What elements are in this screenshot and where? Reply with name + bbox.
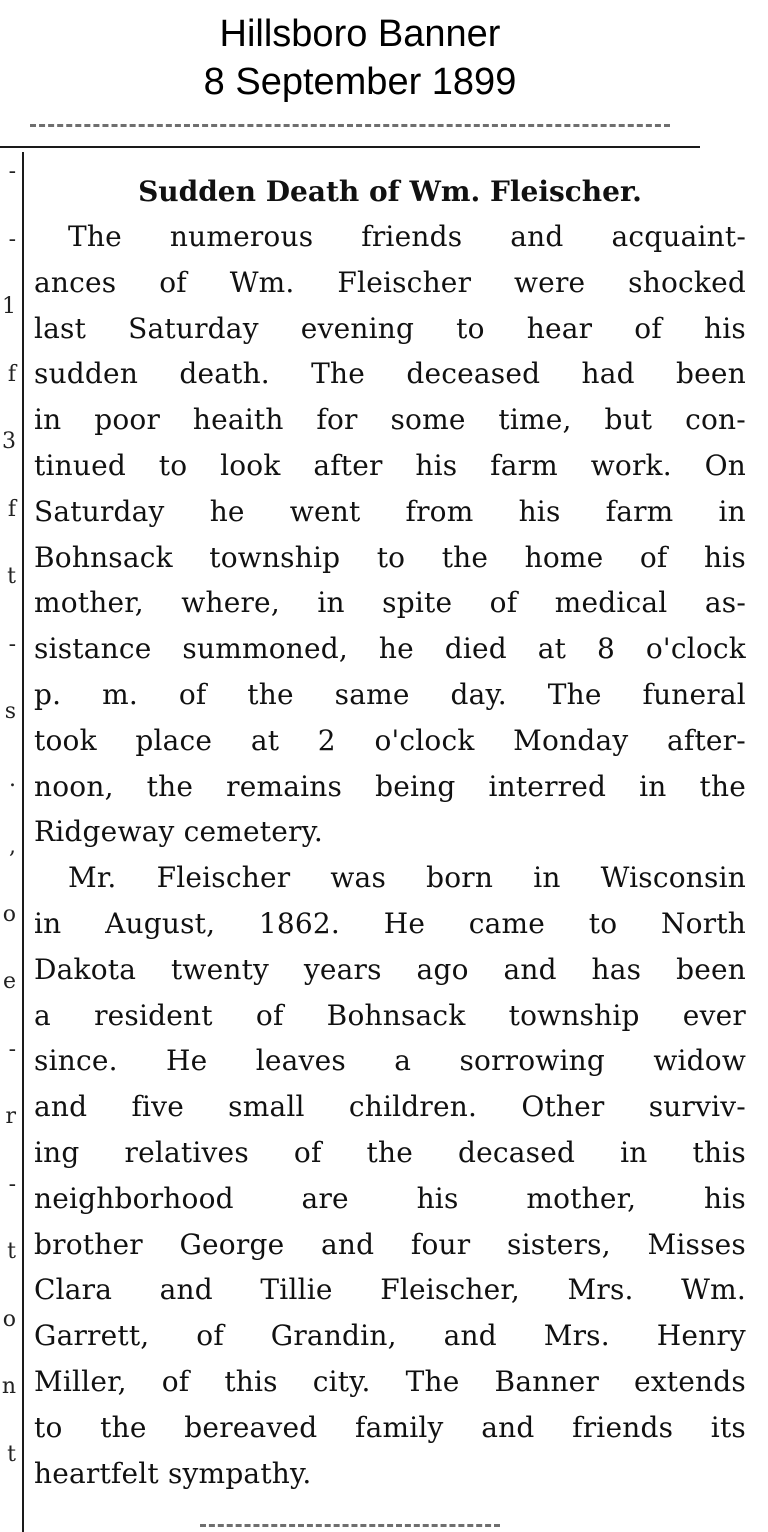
text-line: Garrett, of Grandin, and Mrs. Henry: [34, 1319, 746, 1353]
text-line: tinued to look after his farm work. On: [34, 448, 746, 482]
text-line: Saturday he went from his farm in: [34, 494, 746, 528]
column-fragment: 3: [2, 429, 16, 454]
text-line: ing relatives of the decased in this: [34, 1135, 746, 1169]
column-fragment: -: [8, 632, 16, 657]
text-line: ances of Wm. Fleischer were shocked: [34, 265, 746, 299]
column-fragment: -: [8, 1172, 16, 1197]
column-fragment: f: [7, 497, 16, 522]
column-fragment: t: [7, 1239, 16, 1264]
column-fragment: ,: [9, 834, 16, 859]
column-fragment: s: [4, 699, 16, 724]
text-line: The numerous friends and acquaint-: [68, 220, 746, 253]
text-line: to the bereaved family and friends its: [34, 1410, 746, 1444]
publication-date: 8 September 1899: [203, 61, 517, 103]
column-fragment: e: [2, 969, 16, 994]
text-line: took place at 2 o'clock Monday after-: [34, 723, 746, 757]
text-line: Mr. Fleischer was born in Wisconsin: [68, 861, 746, 895]
text-line: brother George and four sisters, Misses: [34, 1227, 746, 1261]
text-line: in August, 1862. He came to North: [34, 906, 746, 940]
column-fragment: t: [7, 564, 16, 589]
text-line: last Saturday evening to hear of his: [34, 311, 746, 345]
column-fragment: t: [7, 1442, 16, 1467]
article-paragraph-1: [34, 214, 746, 855]
text-line: Bohnsack township to the home of his: [34, 540, 746, 574]
column-fragment: o: [2, 1307, 16, 1332]
text-line: neighborhood are his mother, his: [34, 1181, 746, 1215]
previous-column-edge: [0, 160, 16, 1532]
column-fragment: r: [5, 1104, 16, 1129]
column-fragment: n: [1, 1374, 16, 1399]
text-line: sistance summoned, he died at 8 o'clock: [34, 632, 746, 666]
column-fragment: -: [8, 1037, 16, 1062]
column-fragment: 1: [2, 294, 16, 319]
text-line: and five small children. Other surviv-: [34, 1090, 746, 1124]
text-line: Clara and Tillie Fleischer, Mrs. Wm.: [34, 1273, 746, 1307]
text-line: a resident of Bohnsack township ever: [34, 998, 746, 1032]
column-fragment: o: [2, 902, 16, 927]
text-line: in poor heaith for some time, but con-: [34, 403, 746, 437]
column-fragment: -: [8, 227, 16, 252]
column-fragment: f: [7, 362, 16, 387]
text-line: heartfelt sympathy.: [34, 1456, 312, 1490]
column-fragment: .: [9, 767, 16, 792]
page-header: [0, 10, 720, 106]
column-divider: [22, 152, 24, 1532]
text-line: p. m. of the same day. The funeral: [34, 677, 746, 711]
text-line: since. He leaves a sorrowing widow: [34, 1044, 746, 1078]
header-rule: [0, 146, 700, 148]
article-headline: Sudden Death of Wm. Fleischer.: [138, 175, 642, 208]
footer-dashed-rule: [200, 1524, 500, 1527]
column-fragment: -: [8, 159, 16, 184]
text-line: Miller, of this city. The Banner extends: [34, 1364, 746, 1398]
text-line: Dakota twenty years ago and has been: [34, 952, 746, 986]
paper-name: Hillsboro Banner: [219, 13, 501, 55]
text-line: mother, where, in spite of medical as-: [34, 586, 746, 620]
text-line: noon, the remains being interred in the: [34, 769, 746, 803]
article-paragraph-2: [34, 855, 746, 1496]
text-line: Ridgeway cemetery.: [34, 815, 324, 849]
text-line: sudden death. The deceased had been: [34, 357, 746, 391]
article: [34, 170, 746, 1496]
header-dashed-rule: [30, 124, 670, 127]
